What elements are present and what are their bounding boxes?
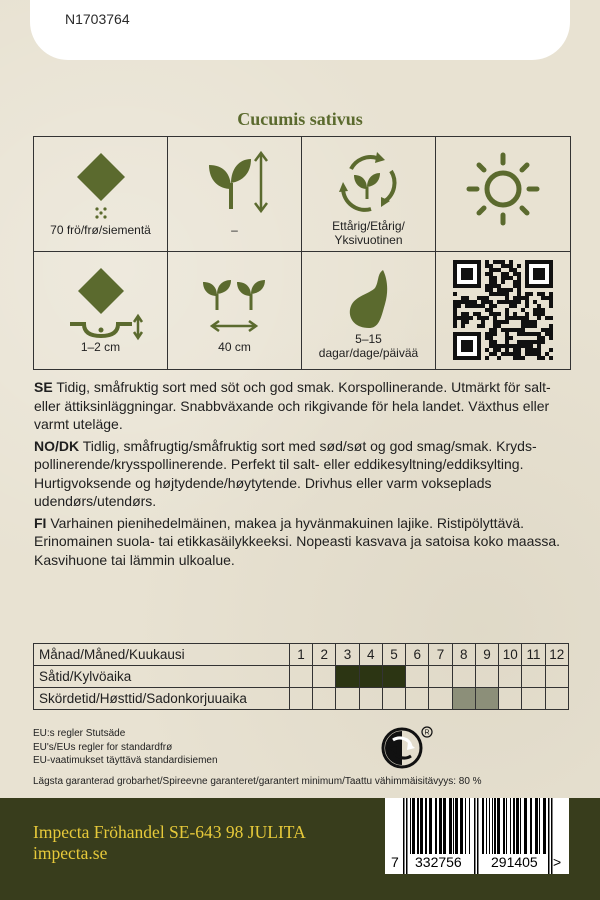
barcode-group-2: 291405 xyxy=(491,854,538,870)
qr-cell xyxy=(436,252,570,369)
description-se xyxy=(34,378,568,434)
spacing-label: 40 cm xyxy=(218,340,251,354)
calendar-sowing-row xyxy=(34,666,569,688)
svg-text:R: R xyxy=(424,729,430,737)
harvest-month-3 xyxy=(336,688,359,710)
lang-code-fi: FI xyxy=(34,514,47,531)
qr-code[interactable] xyxy=(453,260,553,360)
month-4: 4 xyxy=(359,644,382,666)
month-1: 1 xyxy=(289,644,312,666)
sowing-depth-cell xyxy=(34,252,168,369)
lifecycle-cell xyxy=(302,137,436,252)
harvest-month-4 xyxy=(359,688,382,710)
description-se-text: Tidig, småfruktig sort med söt och god smak. Korspollinerande. Utmärkt för salt- eller ättiksinläggningar. Snabbväxande och rikgivande för hela landet. Växthus eller varmt uteläge. xyxy=(34,379,551,432)
eu-line-se: EU:s regler Stutsäde xyxy=(33,728,126,739)
sowing-month-3 xyxy=(336,666,359,688)
harvest-month-10 xyxy=(499,688,522,710)
species-name: Cucumis sativus xyxy=(237,109,363,129)
eu-line-fi: EU-vaatimukset täyttävä standardisiemen xyxy=(33,755,218,766)
growing-info-grid xyxy=(33,136,571,370)
sowing-month-9 xyxy=(475,666,498,688)
month-12: 12 xyxy=(545,644,568,666)
description-fi xyxy=(34,514,568,570)
sowing-month-2 xyxy=(313,666,336,688)
product-code: N1703764 xyxy=(65,11,130,27)
month-8: 8 xyxy=(452,644,475,666)
sowing-month-4 xyxy=(359,666,382,688)
calendar-header-row xyxy=(34,644,569,666)
description-section xyxy=(34,378,568,572)
sowing-label: Såtid/Kylvöaika xyxy=(34,666,290,688)
harvest-label: Skördetid/Høsttid/Sadonkorjuuaika xyxy=(34,688,290,710)
month-10: 10 xyxy=(499,644,522,666)
sowing-month-6 xyxy=(406,666,429,688)
sowing-depth-label: 1–2 cm xyxy=(80,340,121,354)
harvest-month-9 xyxy=(475,688,498,710)
lang-code-se: SE xyxy=(34,379,53,395)
spacing-cell xyxy=(168,252,302,369)
harvest-month-2 xyxy=(313,688,336,710)
month-11: 11 xyxy=(522,644,545,666)
seed-count-label: 70 frö/frø/siementä xyxy=(50,223,151,237)
harvest-month-1 xyxy=(289,688,312,710)
sowing-calendar xyxy=(33,643,569,710)
month-7: 7 xyxy=(429,644,452,666)
sowing-month-7 xyxy=(429,666,452,688)
month-2: 2 xyxy=(313,644,336,666)
germination-days-unit: dagar/dage/päivää xyxy=(318,346,419,360)
month-3: 3 xyxy=(336,644,359,666)
sun-cell xyxy=(436,137,570,252)
sowing-month-1 xyxy=(289,666,312,688)
height-label: – xyxy=(231,223,238,237)
germination-cell xyxy=(302,252,436,369)
sowing-month-10 xyxy=(499,666,522,688)
description-fi-text: Varhainen pienihedelmäinen, makea ja hyvänmakuinen lajike. Ristipölyttävä. Erinomainen suola- tai etikkasäilykkeeksi. Nopeasti kasvava ja satoisa koko maassa. Kasvihuone tai lämmin ulkoalue. xyxy=(34,514,561,568)
calendar-harvest-row xyxy=(34,688,569,710)
sowing-month-11 xyxy=(522,666,545,688)
height-cell xyxy=(168,137,302,252)
barcode-group-1: 332756 xyxy=(415,854,462,870)
annual-cycle-icon xyxy=(329,149,409,219)
harvest-month-7 xyxy=(429,688,452,710)
plant-spacing-icon xyxy=(195,264,275,344)
company-info xyxy=(33,822,306,864)
description-no xyxy=(34,437,568,511)
lang-code-no: NO/DK xyxy=(34,437,80,454)
sowing-month-8 xyxy=(452,666,475,688)
barcode-digit-first: 7 xyxy=(391,854,399,870)
month-5: 5 xyxy=(382,644,405,666)
germination-seed-icon xyxy=(329,264,409,334)
germination-guarantee: Lägsta garanterad grobarhet/Spireevne garanteret/garantert minimum/Taattu vähimmäisitävyys: 80 % xyxy=(33,776,482,787)
sowing-month-5 xyxy=(382,666,405,688)
seed-count-cell xyxy=(34,137,168,252)
full-sun-icon xyxy=(463,149,543,229)
plant-height-icon xyxy=(195,149,275,229)
packet-window xyxy=(30,0,570,60)
green-dot-recycle-icon xyxy=(381,724,437,774)
germination-days: 5–15 xyxy=(355,332,382,346)
month-9: 9 xyxy=(475,644,498,666)
harvest-month-5 xyxy=(382,688,405,710)
month-6: 6 xyxy=(406,644,429,666)
barcode-number xyxy=(385,822,569,874)
harvest-month-11 xyxy=(522,688,545,710)
eu-standard-info xyxy=(33,727,218,768)
barcode-end-mark: > xyxy=(553,854,562,870)
seed-packet-icon xyxy=(61,149,141,229)
sowing-month-12 xyxy=(545,666,568,688)
company-address: Impecta Fröhandel SE-643 98 JULITA xyxy=(33,822,306,842)
lifecycle-label-2: Yksivuotinen xyxy=(334,233,403,247)
description-no-text: Tidlig, småfrugtig/småfruktig sort med sød/søt og god smag/smak. Kryds-pollinerende/krysspollinerende. Perfekt til salt- eller eddikesyltning/eddiksylting. Hurtigvoksende og højtydende/høytytende. Drivhus eller varm vokseplads udendørs/utendørs. xyxy=(34,437,537,509)
harvest-month-6 xyxy=(406,688,429,710)
eu-line-no: EU's/EUs regler for standardfrø xyxy=(33,741,173,753)
lifecycle-label-1: Ettårig/Etårig/ xyxy=(332,219,405,233)
company-website[interactable]: impecta.se xyxy=(33,843,108,863)
harvest-month-12 xyxy=(545,688,568,710)
month-header-label: Månad/Måned/Kuukausi xyxy=(34,644,290,666)
harvest-month-8 xyxy=(452,688,475,710)
sowing-depth-icon xyxy=(56,264,146,344)
